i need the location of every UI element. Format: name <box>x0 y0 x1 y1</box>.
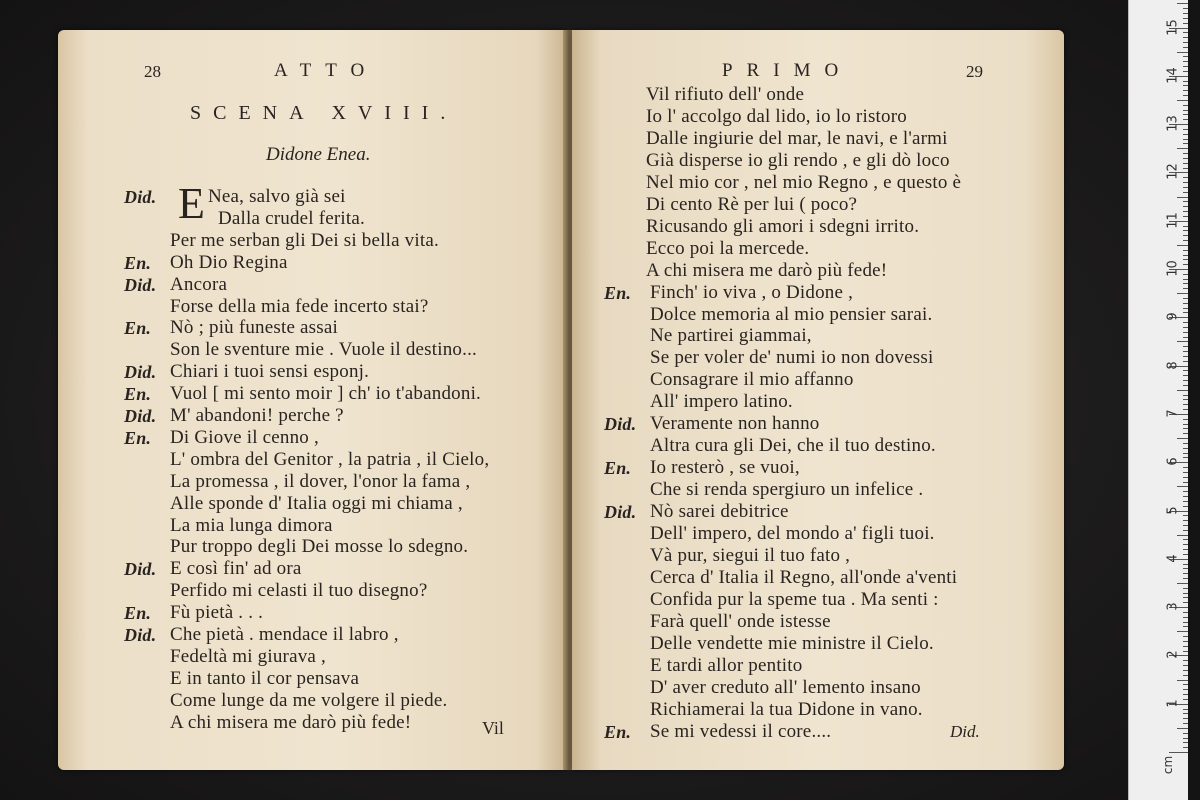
ruler-number: 11 <box>1165 211 1181 229</box>
verse-text: All' impero latino. <box>650 391 793 413</box>
left-page <box>58 30 566 770</box>
verse-text: A chi misera me darò più fede! <box>170 711 412 733</box>
drop-cap: E <box>178 179 205 228</box>
verse-text: Oh Dio Regina <box>170 251 288 273</box>
verse-text: Ecco poi la mercede. <box>646 237 810 259</box>
speaker-label: En. <box>124 603 152 624</box>
ruler-number: 1 <box>1165 699 1181 708</box>
verse-text: Chiari i tuoi sensi esponj. <box>170 361 370 383</box>
verse-text: Di cento Rè per lui ( poco? <box>646 193 858 215</box>
left-page-number: 28 <box>144 62 161 81</box>
speaker-label: En. <box>124 318 152 339</box>
ruler-number: 9 <box>1165 312 1181 321</box>
ruler-number: 4 <box>1165 554 1181 563</box>
verse-text: Di Giove il cenno , <box>170 426 319 448</box>
verse-text: Ne partirei giammai, <box>650 325 812 347</box>
speaker-label: En. <box>124 427 152 448</box>
ruler-number: 12 <box>1165 163 1181 181</box>
verse-text: E in tanto il cor pensava <box>170 667 360 689</box>
verse-text: E tardi allor pentito <box>650 654 803 676</box>
speaker-label: Did. <box>124 406 157 426</box>
ruler-number: 2 <box>1165 650 1181 660</box>
verse-text: Và pur, siegui il tuo fato , <box>650 544 851 566</box>
verse-text: D' aver creduto all' lemento insano <box>650 676 921 698</box>
measuring-ruler <box>1128 0 1191 800</box>
left-running-head: ATTO <box>274 60 379 81</box>
speaker-label: Did. <box>124 187 157 207</box>
speaker-label: Did. <box>124 625 157 645</box>
verse-text: Veramente non hanno <box>650 413 820 435</box>
ruler-number: 15 <box>1165 18 1181 36</box>
verse-text: Io resterò , se vuoi, <box>650 457 800 479</box>
ruler-number: 3 <box>1165 602 1181 611</box>
verse-text: Fù pietà . . . <box>170 602 264 624</box>
verse-text: Perfido mi celasti il tuo disegno? <box>170 580 428 602</box>
verse-text: Che si renda spergiuro un infelice . <box>650 479 924 501</box>
ruler-number: 10 <box>1165 260 1181 277</box>
verse-text: Se mi vedessi il core.... <box>650 720 832 742</box>
speaker-label: Did. <box>604 414 637 435</box>
verse-text: Dalla crudel ferita. <box>218 207 365 229</box>
ruler-number: 7 <box>1165 409 1181 418</box>
verse-text: Dalle ingiurie del mar, le navi, e l'armi <box>646 127 948 149</box>
verse-text: Dolce memoria al mio pensier sarai. <box>650 303 933 325</box>
right-page-number: 29 <box>966 62 983 81</box>
speaker-label: Did. <box>124 559 157 580</box>
verse-text: Per me serban gli Dei si bella vita. <box>170 229 439 251</box>
verse-text: Come lunge da me volgere il piede. <box>170 689 448 711</box>
verse-text: Consagrare il mio affanno <box>650 369 854 391</box>
verse-text: Alle sponde d' Italia oggi mi chiama , <box>170 492 463 514</box>
verse-text: M' abandoni! perche ? <box>170 405 344 426</box>
ruler-number: 14 <box>1165 67 1181 84</box>
left-catchword: Vil <box>482 718 504 738</box>
ruler-number: 8 <box>1165 360 1181 370</box>
verse-text: Vil rifiuto dell' onde <box>646 84 805 105</box>
verse-text: Son le sventure mie . Vuole il destino... <box>170 339 477 361</box>
verse-text: Se per voler de' numi io non dovessi <box>650 347 934 369</box>
ruler-unit: cm <box>1161 755 1176 775</box>
verse-text: Forse della mia fede incerto stai? <box>170 295 429 317</box>
verse-text: Nò sarei debitrice <box>650 501 789 523</box>
verse-text: Cerca d' Italia il Regno, all'onde a'venti <box>650 566 958 588</box>
verse-text: L' ombra del Genitor , la patria , il Cielo, <box>170 448 490 470</box>
right-running-head: PRIMO <box>722 60 853 81</box>
verse-text: Che pietà . mendace il labro , <box>170 624 399 645</box>
speaker-label: Did. <box>124 362 157 383</box>
speaker-label: En. <box>604 282 632 303</box>
verse-text: La promessa , il dover, l'onor la fama , <box>170 470 471 492</box>
verse-text: Dell' impero, del mondo a' figli tuoi. <box>650 523 935 544</box>
speaker-label: En. <box>124 252 152 273</box>
verse-text: Richiamerai la tua Didone in vano. <box>650 698 923 720</box>
verse-text: E così fin' ad ora <box>170 558 302 580</box>
right-page <box>572 30 1064 770</box>
verse-text: Nel mio cor , nel mio Regno , e questo è <box>646 171 962 193</box>
verse-text: Ricusando gli amori i sdegni irrito. <box>646 215 920 237</box>
verse-text: Vuol [ mi sento moir ] ch' io t'abandoni. <box>170 383 481 405</box>
verse-text: Confida pur la speme tua . Ma senti : <box>650 588 939 610</box>
verse-text: Già disperse io gli rendo , e gli dò loco <box>646 149 950 171</box>
right-catchword: Did. <box>950 722 980 741</box>
speaker-label: En. <box>124 384 152 405</box>
speaker-label: En. <box>604 721 632 742</box>
verse-text: La mia lunga dimora <box>170 514 333 536</box>
verse-text: Finch' io viva , o Didone , <box>650 281 854 303</box>
ruler-number: 13 <box>1165 115 1181 132</box>
speaker-label: En. <box>604 458 632 479</box>
ruler-number: 6 <box>1165 457 1181 466</box>
speaker-label: Did. <box>124 274 157 295</box>
verse-text: Ancora <box>170 273 228 295</box>
verse-text: Altra cura gli Dei, che il tuo destino. <box>650 435 936 457</box>
verse-text: Fedeltà mi giurava , <box>170 645 326 667</box>
verse-text: Nò ; più funeste assai <box>170 317 338 339</box>
scene-heading: SCENA XVIII. <box>190 102 458 124</box>
verse-text: Delle vendette mie ministre il Cielo. <box>650 632 934 654</box>
scene-characters: Didone Enea. <box>266 144 371 165</box>
ruler-edge <box>1188 0 1200 800</box>
verse-text: Pur troppo degli Dei mosse lo sdegno. <box>170 536 469 558</box>
speaker-label: Did. <box>604 502 637 523</box>
ruler-number: 5 <box>1165 505 1181 515</box>
verse-text: A chi misera me darò più fede! <box>646 259 888 281</box>
verse-text: Io l' accolgo dal lido, io lo ristoro <box>646 105 907 127</box>
verse-text: Nea, salvo già sei <box>208 186 346 207</box>
verse-text: Farà quell' onde istesse <box>650 610 831 632</box>
